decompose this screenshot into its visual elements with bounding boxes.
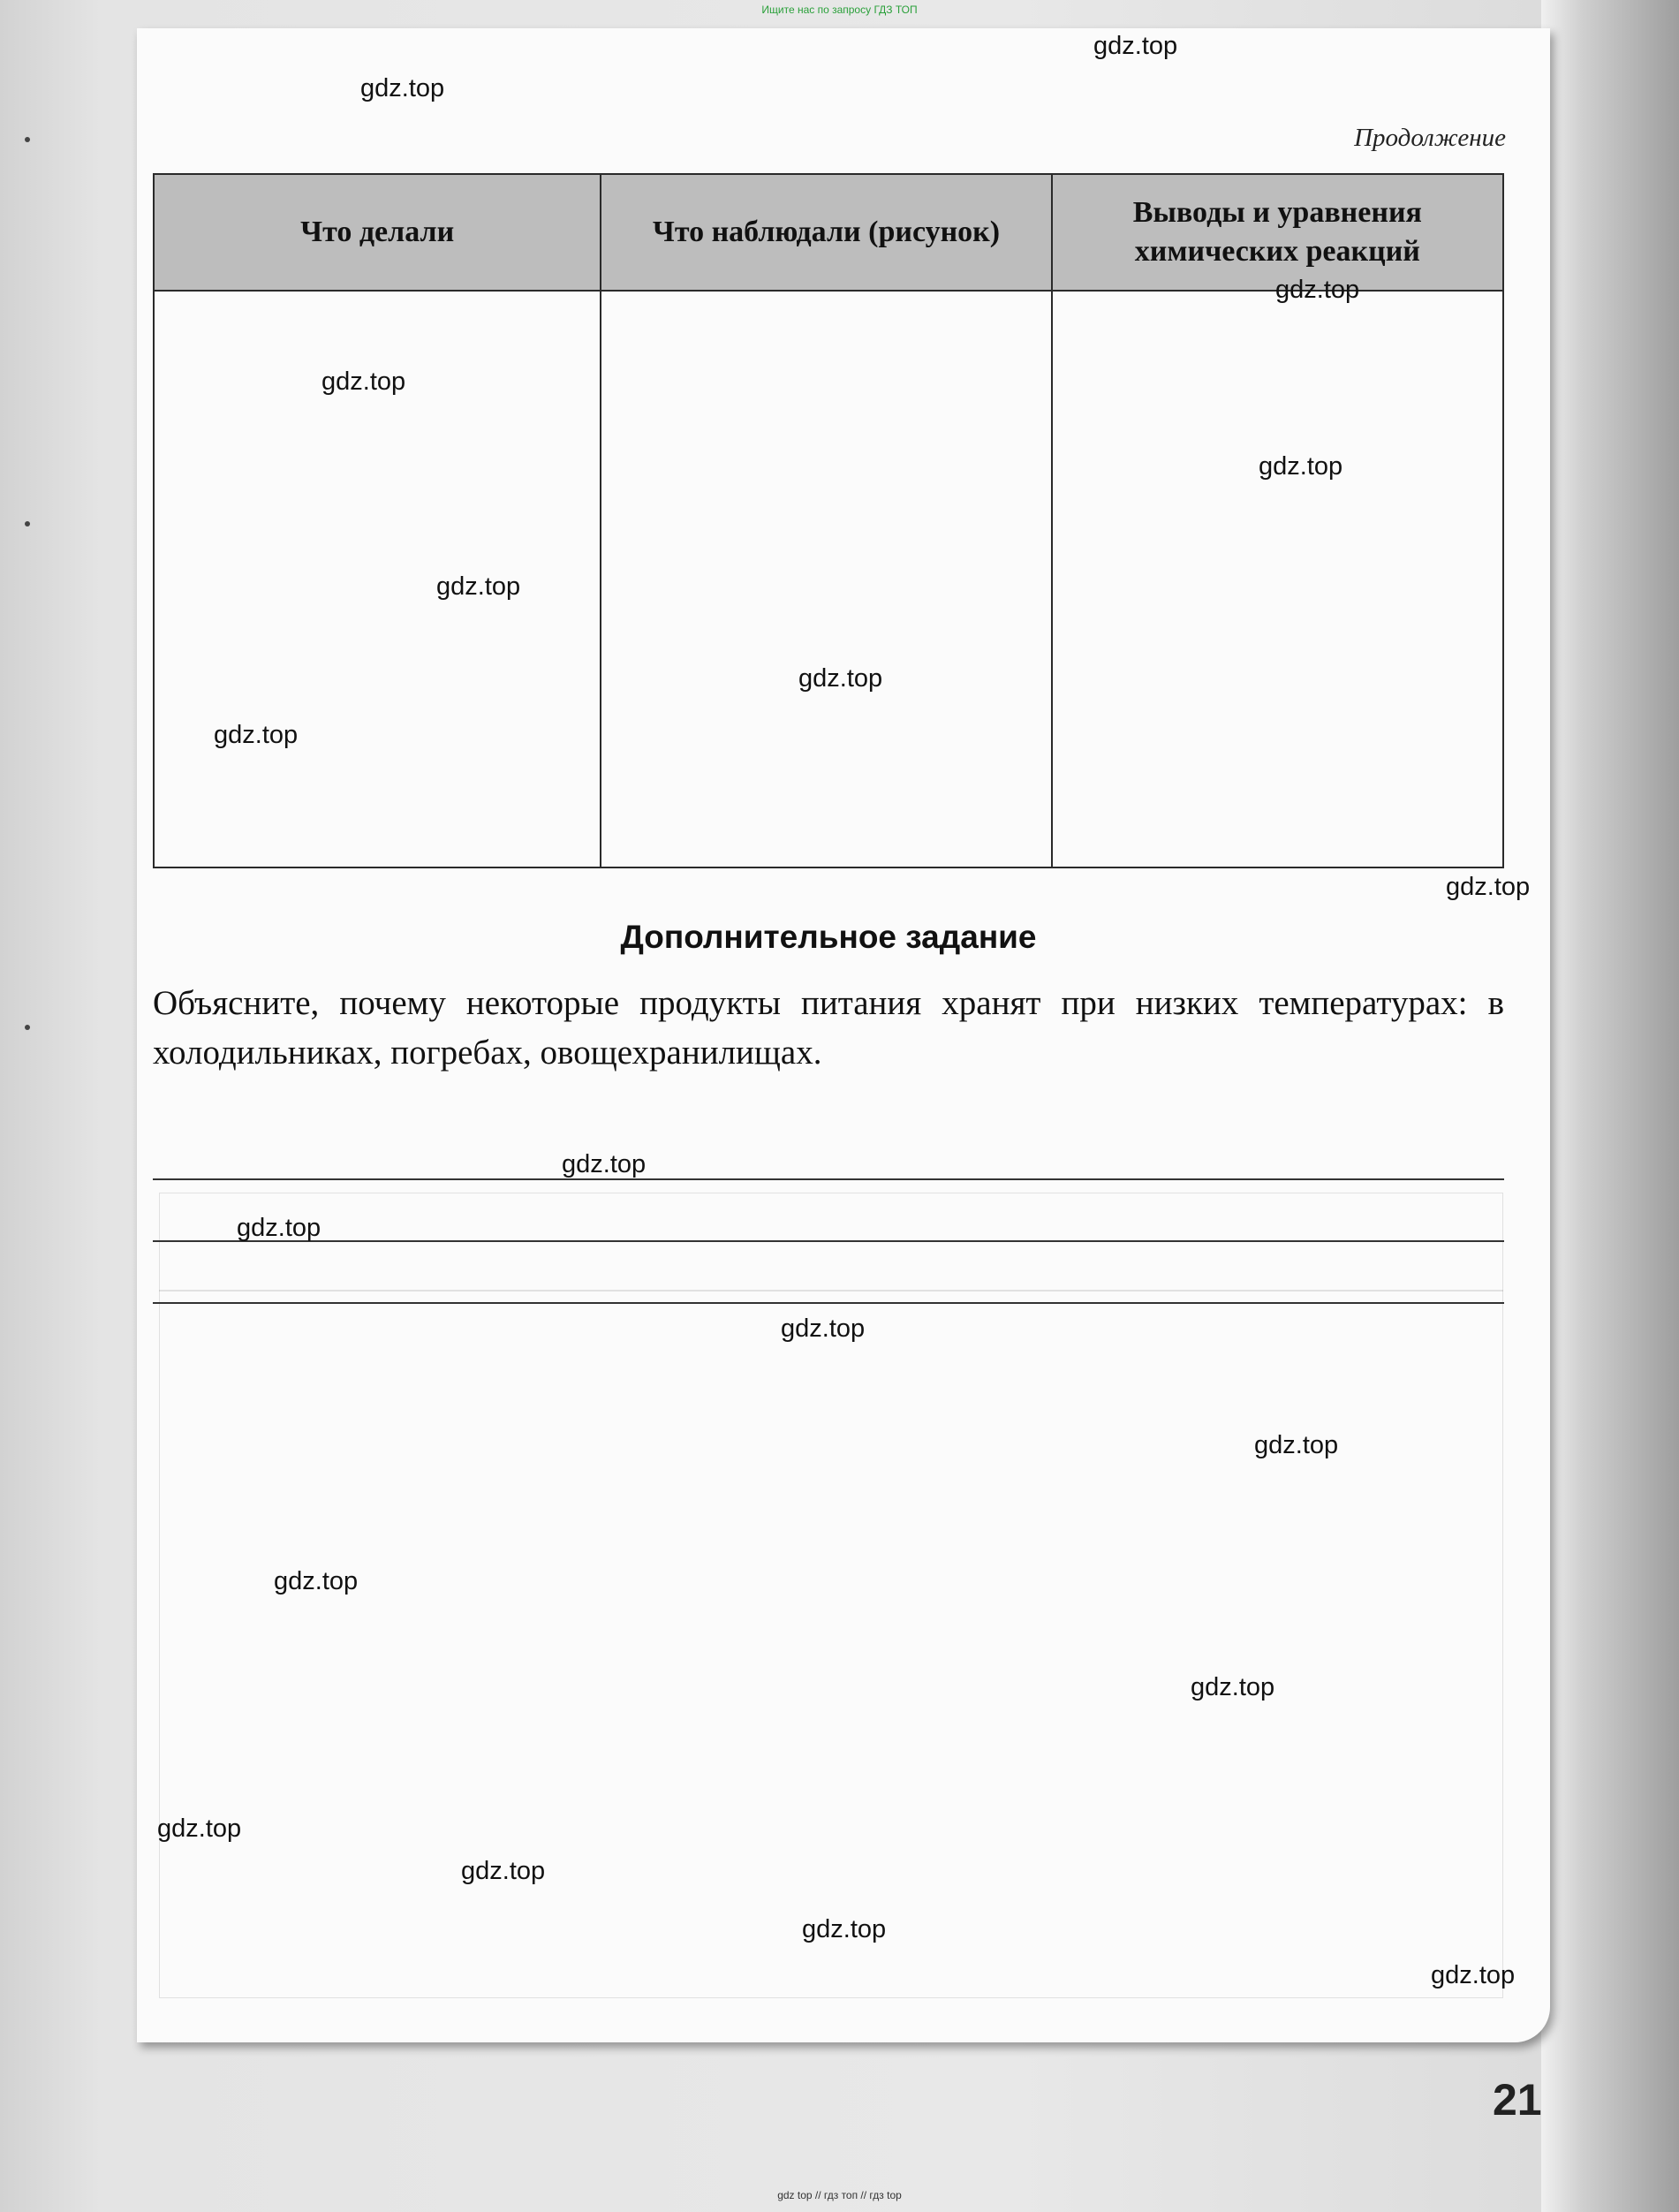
margin-dot xyxy=(25,521,30,526)
watermark: gdz.top xyxy=(1259,452,1343,481)
margin-dot xyxy=(25,137,30,142)
watermark: gdz.top xyxy=(360,74,445,102)
watermark: gdz.top xyxy=(1431,1961,1516,1989)
top-banner: Ищите нас по запросу ГДЗ ТОП xyxy=(761,4,918,16)
extra-task-title: Дополнительное задание xyxy=(620,919,1037,955)
watermark: gdz.top xyxy=(321,367,406,396)
show-through-grid xyxy=(159,1290,1503,1998)
watermark: gdz.top xyxy=(157,1814,242,1843)
watermark: gdz.top xyxy=(237,1214,321,1242)
watermark: gdz.top xyxy=(562,1150,647,1178)
next-page-edge xyxy=(1541,0,1679,2212)
watermark: gdz.top xyxy=(802,1915,887,1943)
watermark: gdz.top xyxy=(1275,276,1360,304)
answer-line[interactable] xyxy=(153,1240,1504,1242)
show-through-grid xyxy=(159,1193,1503,1292)
watermark: gdz.top xyxy=(781,1314,866,1343)
answer-line[interactable] xyxy=(153,1178,1504,1180)
watermark: gdz.top xyxy=(1191,1673,1275,1701)
watermark: gdz.top xyxy=(1446,873,1531,901)
watermark: gdz.top xyxy=(436,572,521,601)
column-header-actions: Что делали xyxy=(154,174,601,291)
answer-cell-conclusions[interactable] xyxy=(1052,291,1503,867)
continuation-label: Продолжение xyxy=(1354,124,1506,152)
answer-line[interactable] xyxy=(153,1302,1504,1304)
watermark: gdz.top xyxy=(461,1857,546,1885)
column-header-observations: Что наблюдали (рисунок) xyxy=(601,174,1051,291)
watermark: gdz.top xyxy=(798,664,883,693)
watermark: gdz.top xyxy=(274,1567,359,1595)
margin-dot xyxy=(25,1025,30,1030)
watermark: gdz.top xyxy=(1254,1431,1339,1459)
extra-task-text: Объясните, почему некоторые продукты питания хранят при низких температурах: в холодильниках, погребах, овощехранилищах. xyxy=(153,984,1504,1072)
page-number: 21 xyxy=(1493,2075,1542,2125)
table-header-row xyxy=(154,174,1503,291)
watermark: gdz.top xyxy=(1093,32,1178,60)
bottom-banner: gdz top // гдз топ // гдз top xyxy=(777,2189,902,2201)
watermark: gdz.top xyxy=(214,721,299,749)
column-header-conclusions: Выводы и уравнения химических реакций xyxy=(1052,174,1503,291)
answer-cell-observations[interactable] xyxy=(601,291,1051,867)
